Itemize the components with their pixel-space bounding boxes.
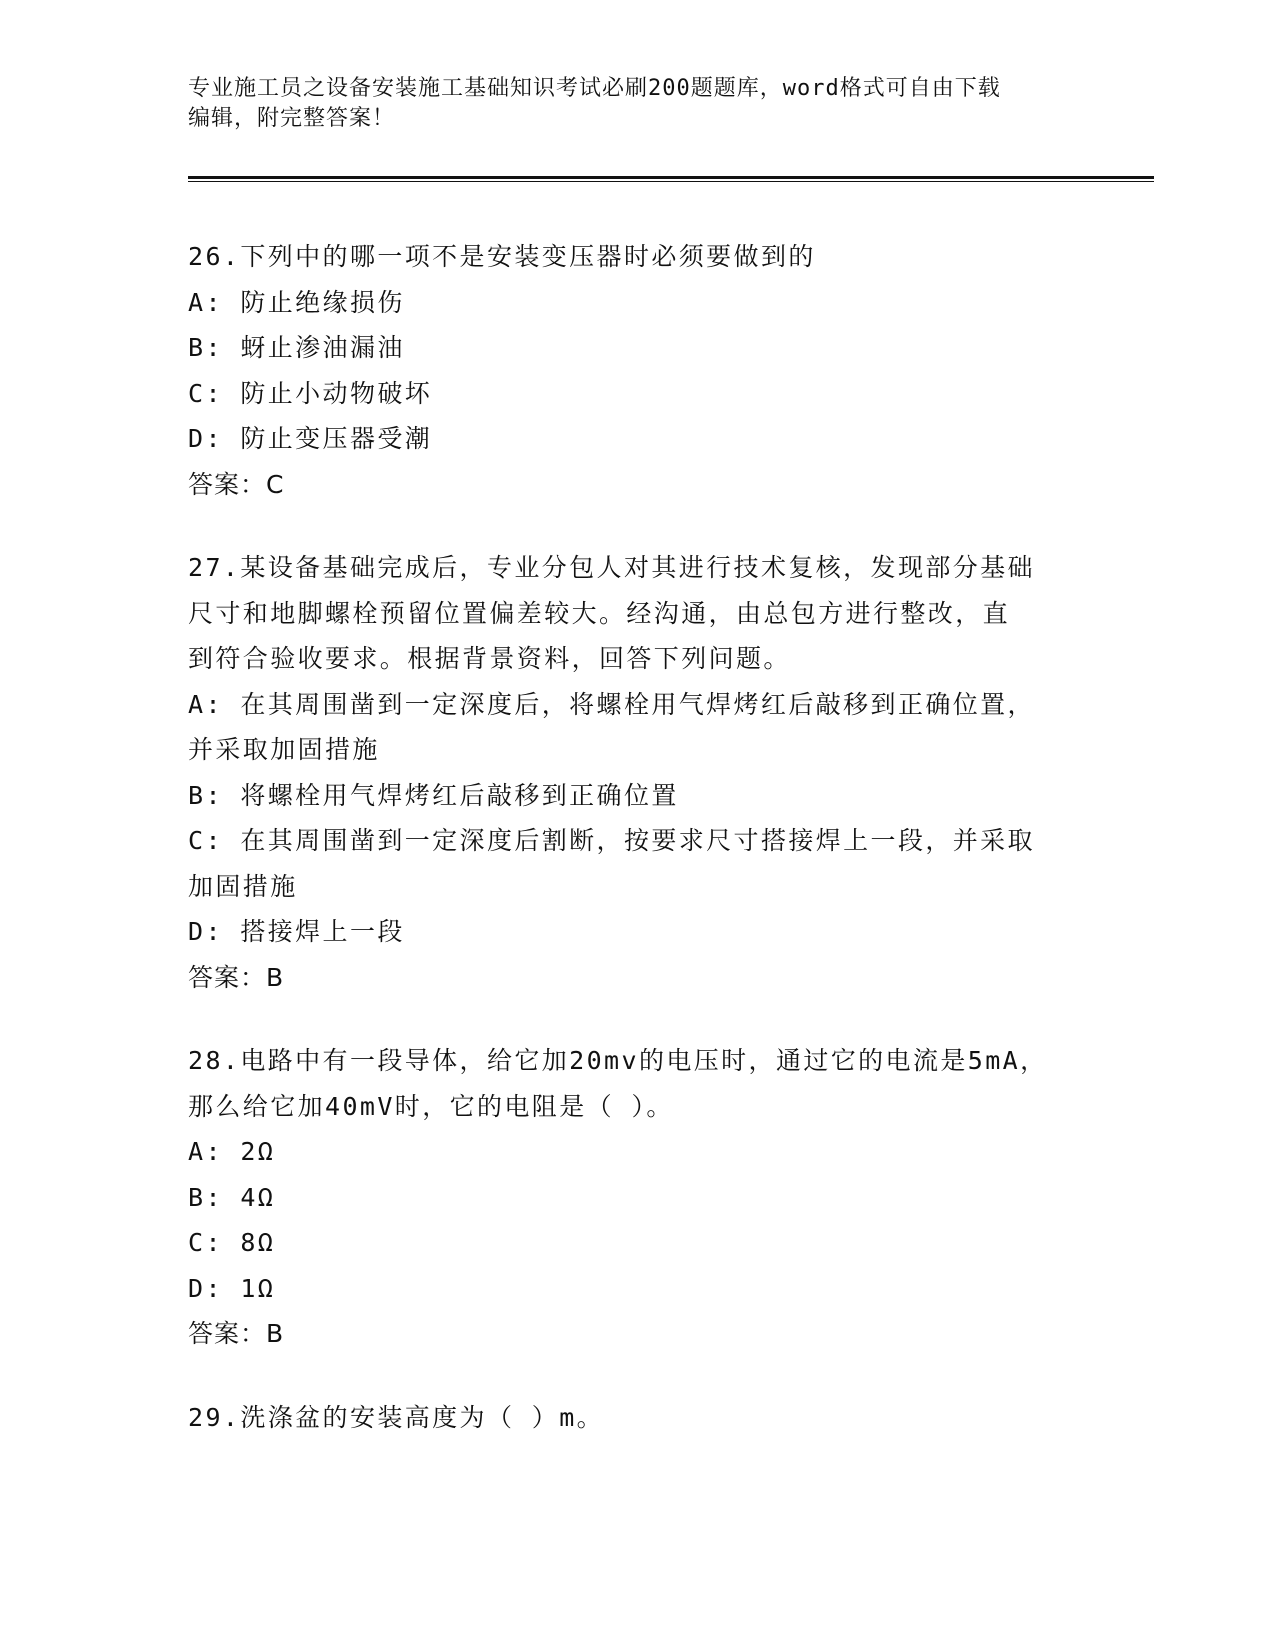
answer-option: A: 在其周围凿到一定深度后，将螺栓用气焊烤红后敲移到正确位置， [188, 689, 1035, 719]
header-line-2: 编辑，附完整答案！ [188, 106, 396, 131]
answer-option: C: 在其周围凿到一定深度后割断，按要求尺寸搭接焊上一段，并采取 [188, 826, 1035, 855]
answer-key: 答案：C [188, 469, 285, 499]
question-block [188, 1038, 1088, 1357]
question-stem: 28.电路中有一段导体，给它加20mv的电压时，通过它的电流是5mA， [188, 1046, 1048, 1075]
answer-option: D: 1Ω [188, 1273, 276, 1303]
answer-key: 答案：B [188, 1319, 285, 1348]
question-stem: 到符合验收要求。根据背景资料，回答下列问题。 [188, 644, 791, 673]
answer-option: A: 2Ω [188, 1137, 276, 1166]
document-header [188, 74, 1068, 134]
header-line-1: 专业施工员之设备安装施工基础知识考试必刷200题题库，word格式可自由下载 [188, 76, 1001, 101]
answer-option: C: 防止小动物破坏 [188, 378, 433, 408]
question-block [188, 234, 1088, 507]
question-block [188, 1395, 1088, 1441]
answer-option: D: 搭接焊上一段 [188, 917, 405, 946]
question-stem: 26.下列中的哪一项不是安装变压器时必须要做到的 [188, 242, 816, 271]
question-stem: 尺寸和地脚螺栓预留位置偏差较大。经沟通，由总包方进行整改，直 [188, 598, 1011, 628]
answer-option: A: 防止绝缘损伤 [188, 287, 405, 317]
answer-option: D: 防止变压器受潮 [188, 424, 433, 453]
question-stem: 29.洗涤盆的安装高度为（ ）m。 [188, 1402, 605, 1432]
answer-key: 答案：B [188, 962, 285, 992]
header-divider-thick [188, 176, 1154, 179]
answer-option: B: 4Ω [188, 1182, 276, 1212]
question-stem: 那么给它加40mV时，它的电阻是（ ）。 [188, 1091, 674, 1121]
header-divider-thin [188, 181, 1154, 182]
question-stem: 27.某设备基础完成后，专业分包人对其进行技术复核，发现部分基础 [188, 553, 1035, 582]
question-list [188, 234, 1088, 1478]
answer-option: 并采取加固措施 [188, 735, 380, 764]
answer-option: B: 将螺栓用气焊烤红后敲移到正确位置 [188, 780, 679, 810]
answer-option: 加固措施 [188, 871, 298, 901]
question-block [188, 545, 1088, 1000]
answer-option: C: 8Ω [188, 1228, 276, 1257]
answer-option: B: 蚜止渗油漏油 [188, 333, 405, 362]
